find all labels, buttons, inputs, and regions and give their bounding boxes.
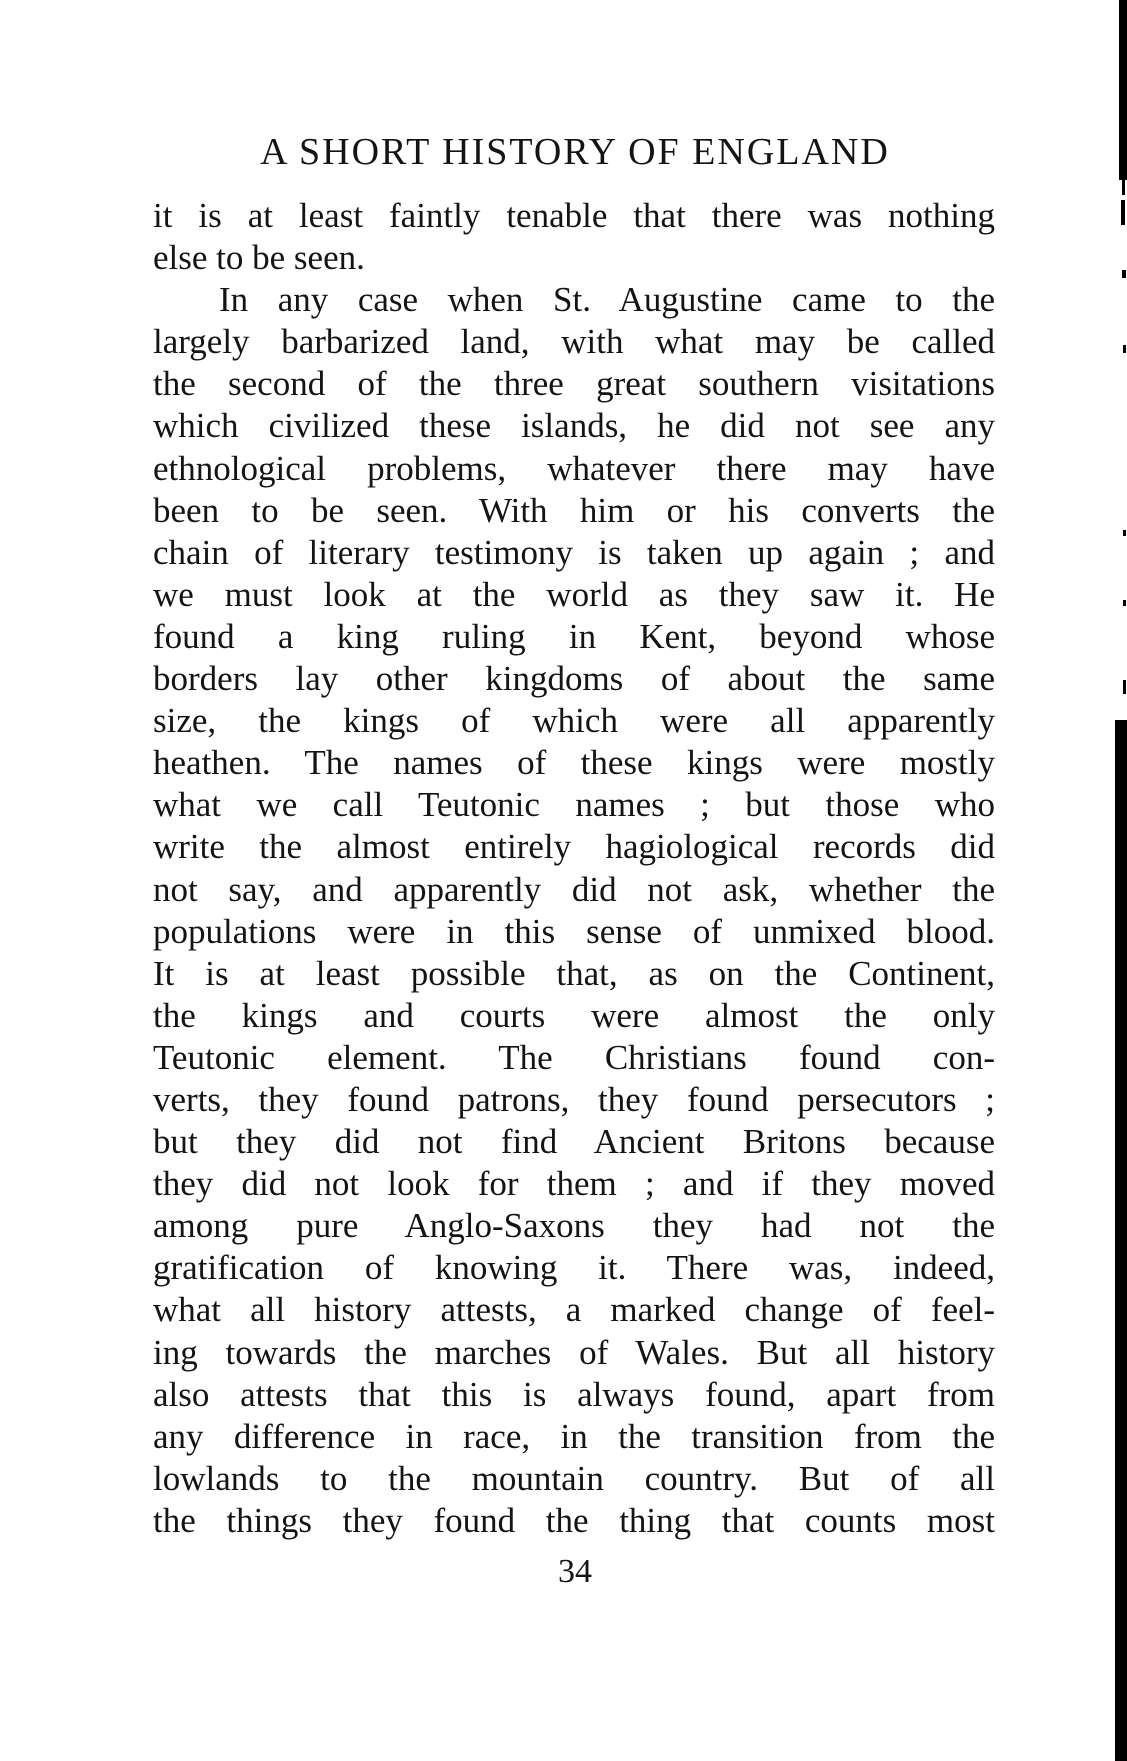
text-line: chain of literary testimony is taken up again ; and bbox=[153, 532, 995, 572]
text-line: gratification of knowing it. There was, indeed, bbox=[153, 1248, 995, 1288]
text-line: among pure Anglo-Saxons they had not the bbox=[153, 1206, 995, 1246]
text-line: found a king ruling in Kent, beyond whose bbox=[153, 616, 995, 656]
page-edge-shadow bbox=[1113, 0, 1127, 1761]
text-line: borders lay other kingdoms of about the same bbox=[153, 659, 995, 699]
text-line: write the almost entirely hagiological records did bbox=[153, 827, 995, 867]
text-line: the second of the three great southern visitations bbox=[153, 364, 995, 404]
text-line: been to be seen. With him or his converts the bbox=[153, 490, 995, 530]
text-line: verts, they found patrons, they found persecutors ; bbox=[153, 1079, 995, 1119]
text-line: the things they found the thing that counts most bbox=[153, 1500, 995, 1540]
text-line: else to be seen. bbox=[153, 238, 365, 278]
text-line: It is at least possible that, as on the Continent, bbox=[153, 953, 995, 993]
text-line: any difference in race, in the transition from the bbox=[153, 1416, 995, 1456]
text-line: it is at least faintly tenable that there was nothing bbox=[153, 196, 995, 235]
text-line: largely barbarized land, with what may be called bbox=[153, 322, 995, 362]
text-line: not say, and apparently did not ask, whether the bbox=[153, 869, 995, 909]
text-line: heathen. The names of these kings were mostly bbox=[153, 743, 995, 783]
text-line: they did not look for them ; and if they moved bbox=[153, 1164, 995, 1204]
text-line: also attests that this is always found, apart from bbox=[153, 1374, 995, 1414]
page-number: 34 bbox=[558, 1553, 592, 1590]
text-line: we must look at the world as they saw it. He bbox=[153, 574, 995, 614]
body-text bbox=[153, 195, 995, 1542]
text-line: lowlands to the mountain country. But of all bbox=[153, 1458, 995, 1498]
text-line: populations were in this sense of unmixed blood. bbox=[153, 911, 995, 951]
text-line: the kings and courts were almost the only bbox=[153, 995, 995, 1035]
text-line: which civilized these islands, he did not see any bbox=[153, 406, 995, 446]
text-line: size, the kings of which were all apparently bbox=[153, 701, 995, 741]
text-line: what we call Teutonic names ; but those who bbox=[153, 785, 995, 825]
text-line: In any case when St. Augustine came to the bbox=[219, 280, 995, 320]
text-line: ethnological problems, whatever there may have bbox=[153, 448, 995, 488]
running-title: A SHORT HISTORY OF ENGLAND bbox=[260, 131, 890, 173]
text-line: what all history attests, a marked change of feel- bbox=[153, 1290, 995, 1330]
text-line: but they did not find Ancient Britons because bbox=[153, 1122, 995, 1162]
text-line: Teutonic element. The Christians found con- bbox=[153, 1037, 995, 1077]
text-line: ing towards the marches of Wales. But all history bbox=[153, 1332, 995, 1372]
